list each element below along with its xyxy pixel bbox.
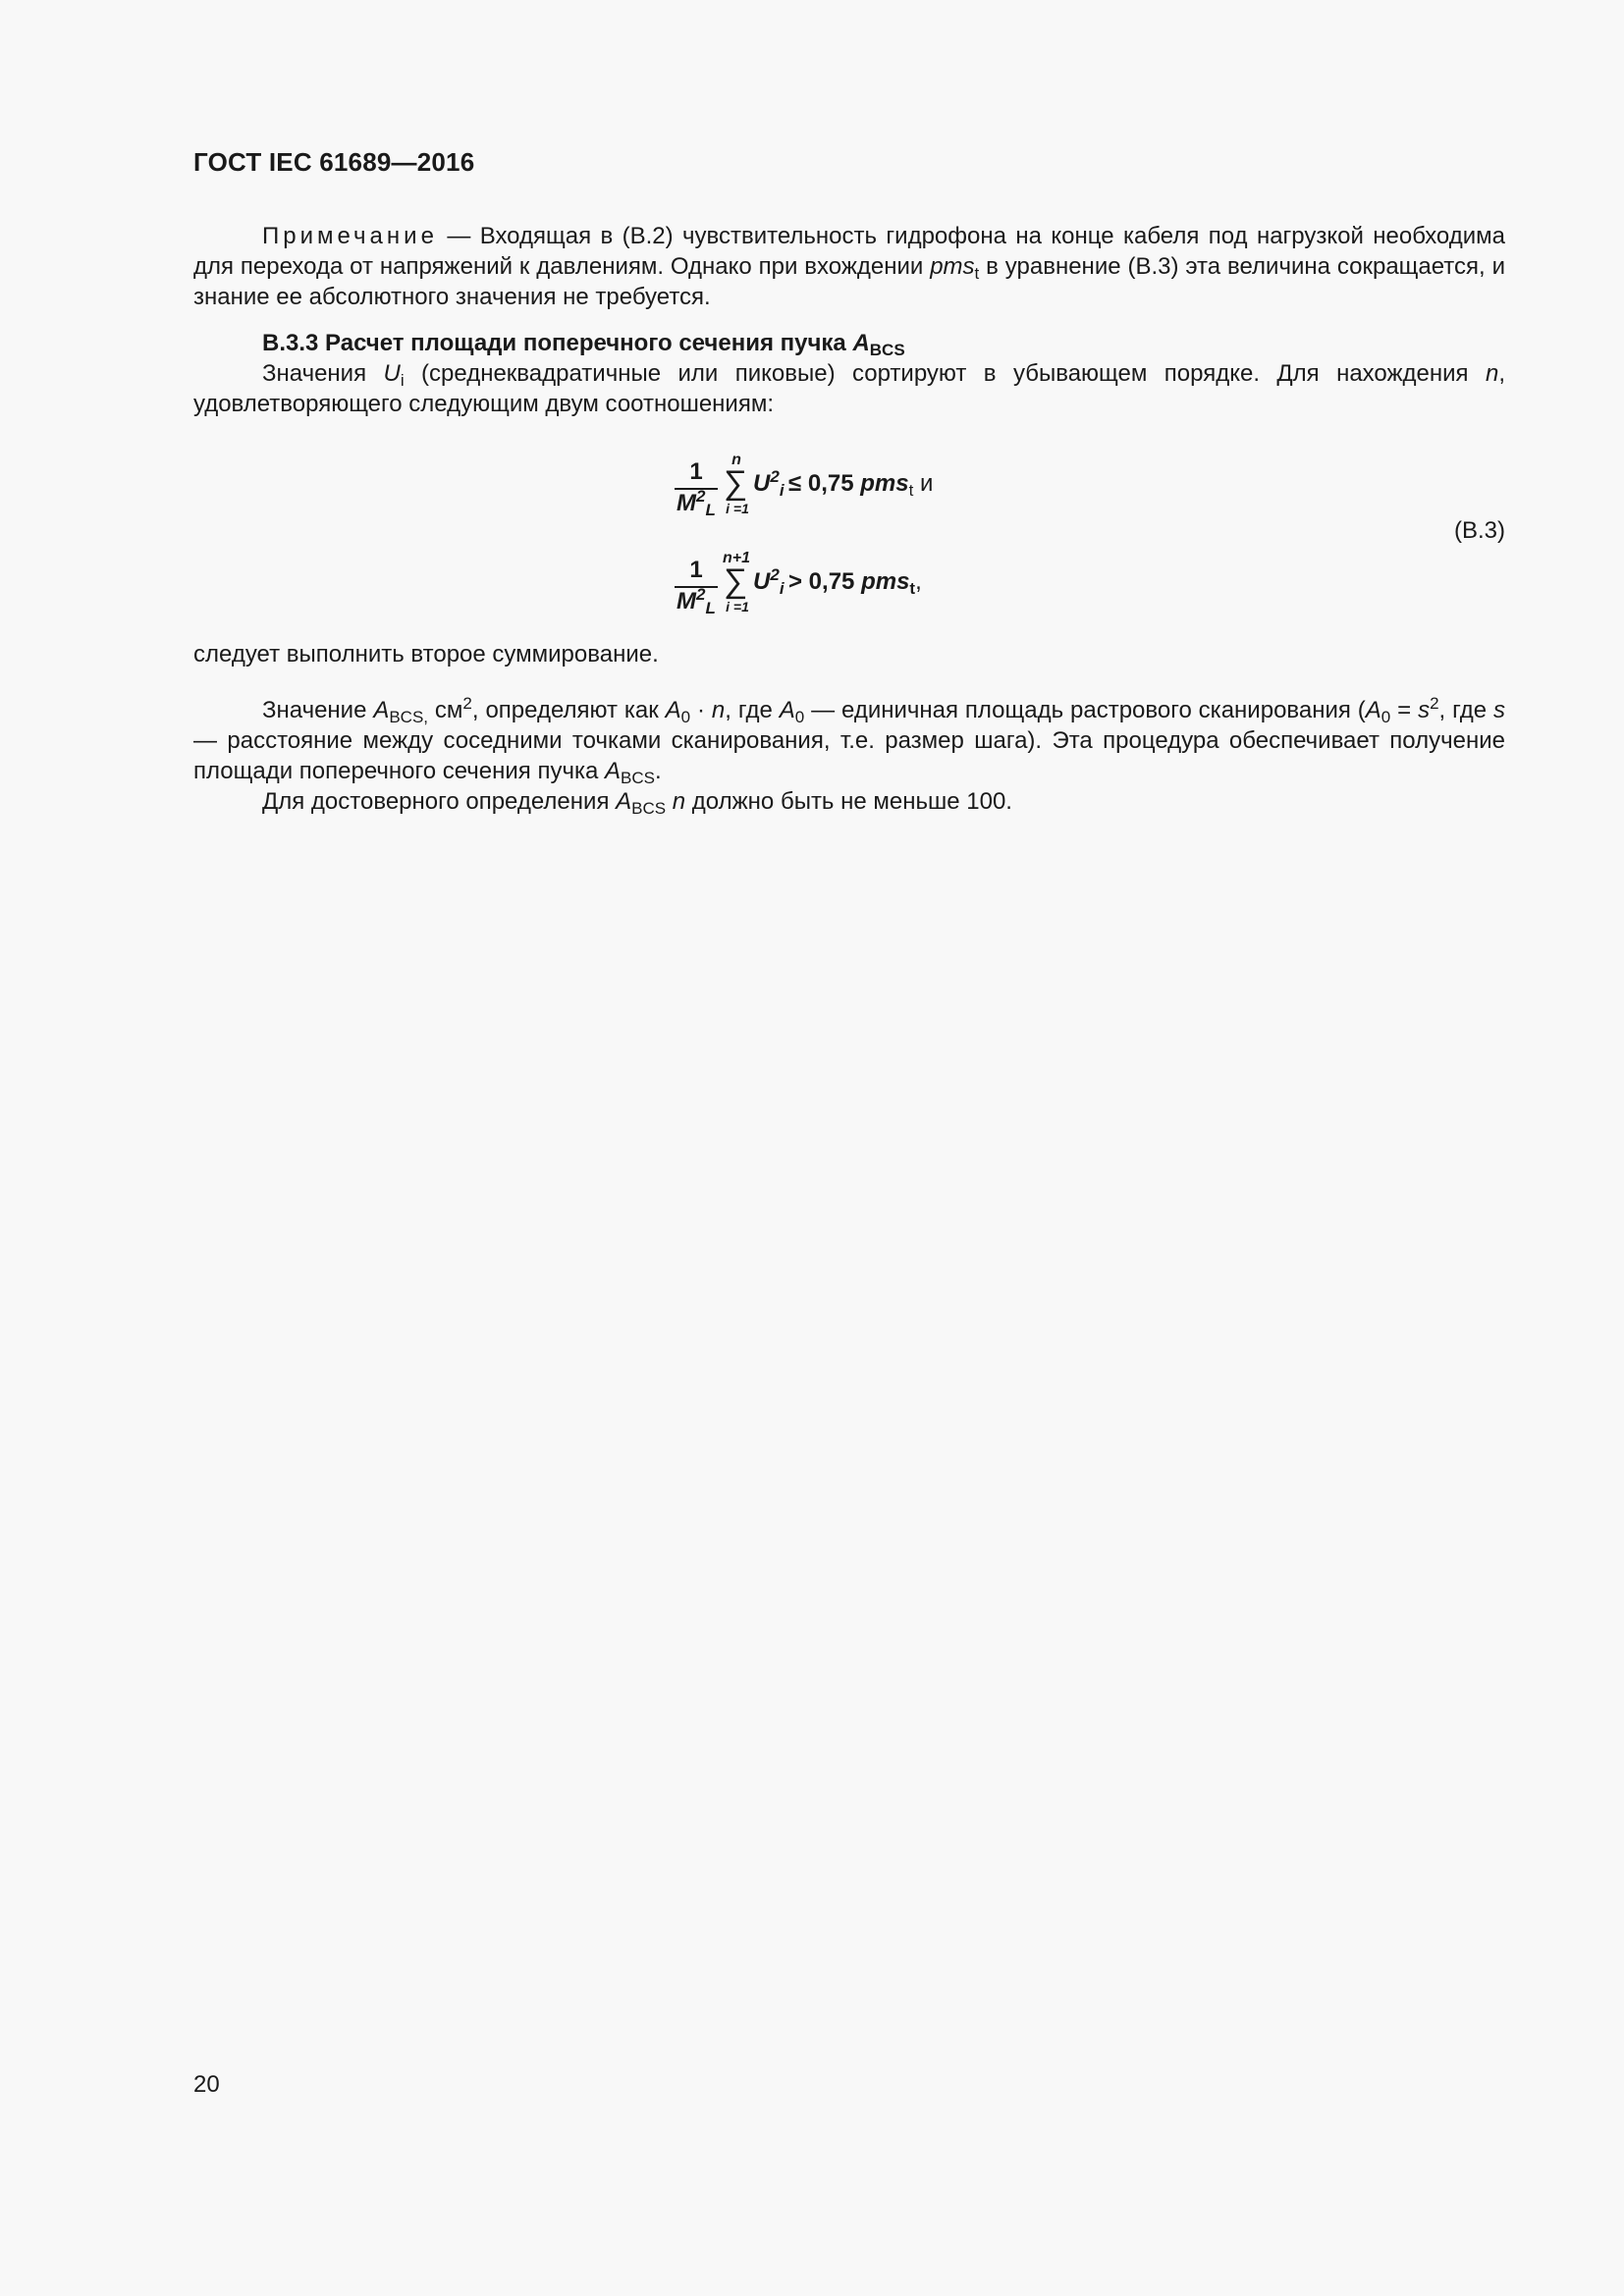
term-sup: 2 <box>770 467 780 486</box>
p2-var-a0b: A <box>779 697 795 723</box>
relation-pms: pms <box>860 470 909 497</box>
note-text-b: в уравнение (В.3) эта величина сокращается, и знание ее абсолютного значения не требуется. <box>193 253 1505 310</box>
sigma-icon: ∑ <box>724 562 748 600</box>
section-heading <box>193 328 1505 358</box>
fraction-numerator: 1 <box>689 557 703 583</box>
note-paragraph <box>193 221 1505 312</box>
p2-sup-b: 2 <box>1430 694 1439 713</box>
p3-var-n: n <box>672 788 686 815</box>
p1-sub-i: i <box>400 371 405 390</box>
note-sub-t: t <box>974 264 980 283</box>
relation-pms-sub: t <box>909 579 916 598</box>
p2-var-a2: A <box>605 758 622 784</box>
note-var-pms: pms <box>930 253 975 280</box>
p2-i: — расстояние между соседними точками сканирования, т.е. размер шага). Эта процедура обеспечивает получение площади поперечного сечения пучка <box>193 727 1505 784</box>
p1-text-b: (среднеквадратичные или пиковые) сортируют в убывающем порядке. Для нахождения <box>404 360 1486 387</box>
p2-g: = <box>1390 697 1419 723</box>
p2-sub-bcs: BCS, <box>389 708 429 726</box>
p1-var-u: U <box>383 360 401 387</box>
p2-e: , где <box>725 697 780 723</box>
p2-h: , где <box>1438 697 1494 723</box>
den-sup: 2 <box>696 487 706 506</box>
p2-var-s2: s <box>1493 697 1506 723</box>
p3-space <box>666 788 673 815</box>
relation-op: ≤ 0,75 <box>788 470 861 497</box>
p2-var-a0: A <box>665 697 681 723</box>
page-content <box>193 221 1505 817</box>
p2-sub0b: 0 <box>794 708 805 726</box>
fraction-denominator <box>677 487 716 519</box>
relation-tail: , <box>915 568 922 595</box>
term-sub: i <box>779 579 785 598</box>
section-paragraph <box>193 358 1505 419</box>
document-header: ГОСТ IEC 61689—2016 <box>193 147 475 177</box>
section-heading-text: В.3.3 Расчет площади поперечного сечения пучка <box>262 330 853 356</box>
p3-a: Для достоверного определения <box>262 788 617 815</box>
relation <box>788 468 933 499</box>
sum-lower-limit: i =1 <box>726 599 749 614</box>
after-equation-text: следует выполнить второе суммирование. <box>193 641 659 667</box>
p2-d: · <box>690 697 712 723</box>
den-var: M <box>677 490 696 516</box>
p3-sub: BCS <box>631 799 667 818</box>
p2-sub0: 0 <box>680 708 691 726</box>
p2-b: см <box>428 697 463 723</box>
p1-var-n: n <box>1485 360 1499 387</box>
p3-var-a: A <box>616 788 632 815</box>
p2-var-a: A <box>373 697 390 723</box>
term-sup: 2 <box>770 565 780 584</box>
reliability-paragraph <box>193 786 1505 817</box>
section-heading-sub: BCS <box>869 341 905 359</box>
p1-text-a: Значения <box>262 360 384 387</box>
sum-term <box>753 468 785 499</box>
p2-a: Значение <box>262 697 374 723</box>
p2-var-n: n <box>711 697 726 723</box>
sum-upper-limit: n <box>731 452 741 468</box>
p2-f: — единичная площадь растрового сканирования ( <box>804 697 1366 723</box>
den-sup: 2 <box>696 585 706 604</box>
p1-text-c: , удовлетворяющего следующим двум соотношениям: <box>193 360 1505 417</box>
relation-tail: и <box>913 470 934 497</box>
note-label: Примечание <box>262 223 438 249</box>
relation <box>788 566 922 597</box>
fraction-numerator: 1 <box>689 458 703 485</box>
sum-upper-limit: n+1 <box>722 550 750 566</box>
page-number: 20 <box>193 2071 220 2098</box>
p2-var-a0c: A <box>1365 697 1381 723</box>
fraction-denominator <box>677 585 716 617</box>
term-sub: i <box>779 481 785 500</box>
den-var: M <box>677 588 696 614</box>
relation-pms-sub: t <box>908 481 914 500</box>
p2-sup: 2 <box>462 694 472 713</box>
p2-c: , определяют как <box>471 697 666 723</box>
p2-j: . <box>654 758 662 784</box>
note-text-a: — Входящая в (В.2) чувствительность гидрофона на конце кабеля под нагрузкой необходима для перехода от напряжений к давлениям. Однако при вхождении <box>193 223 1505 280</box>
area-paragraph <box>193 695 1505 786</box>
equation-number: (В.3) <box>1453 517 1505 544</box>
sum-term <box>753 566 785 597</box>
p2-sub0c: 0 <box>1380 708 1391 726</box>
sum-lower-limit: i =1 <box>726 501 749 516</box>
equation-block <box>193 452 1505 617</box>
section-heading-var: A <box>852 330 870 356</box>
p2-var-s: s <box>1418 697 1431 723</box>
p3-b: должно быть не меньше 100. <box>685 788 1012 815</box>
term-var: U <box>753 470 771 497</box>
den-sub: L <box>705 599 716 617</box>
sigma-icon: ∑ <box>724 464 748 502</box>
term-var: U <box>753 568 771 595</box>
relation-op: > 0,75 <box>788 568 862 595</box>
den-sub: L <box>705 501 716 519</box>
p2-sub-bcs2: BCS <box>621 769 655 787</box>
relation-pms: pms <box>861 568 910 595</box>
